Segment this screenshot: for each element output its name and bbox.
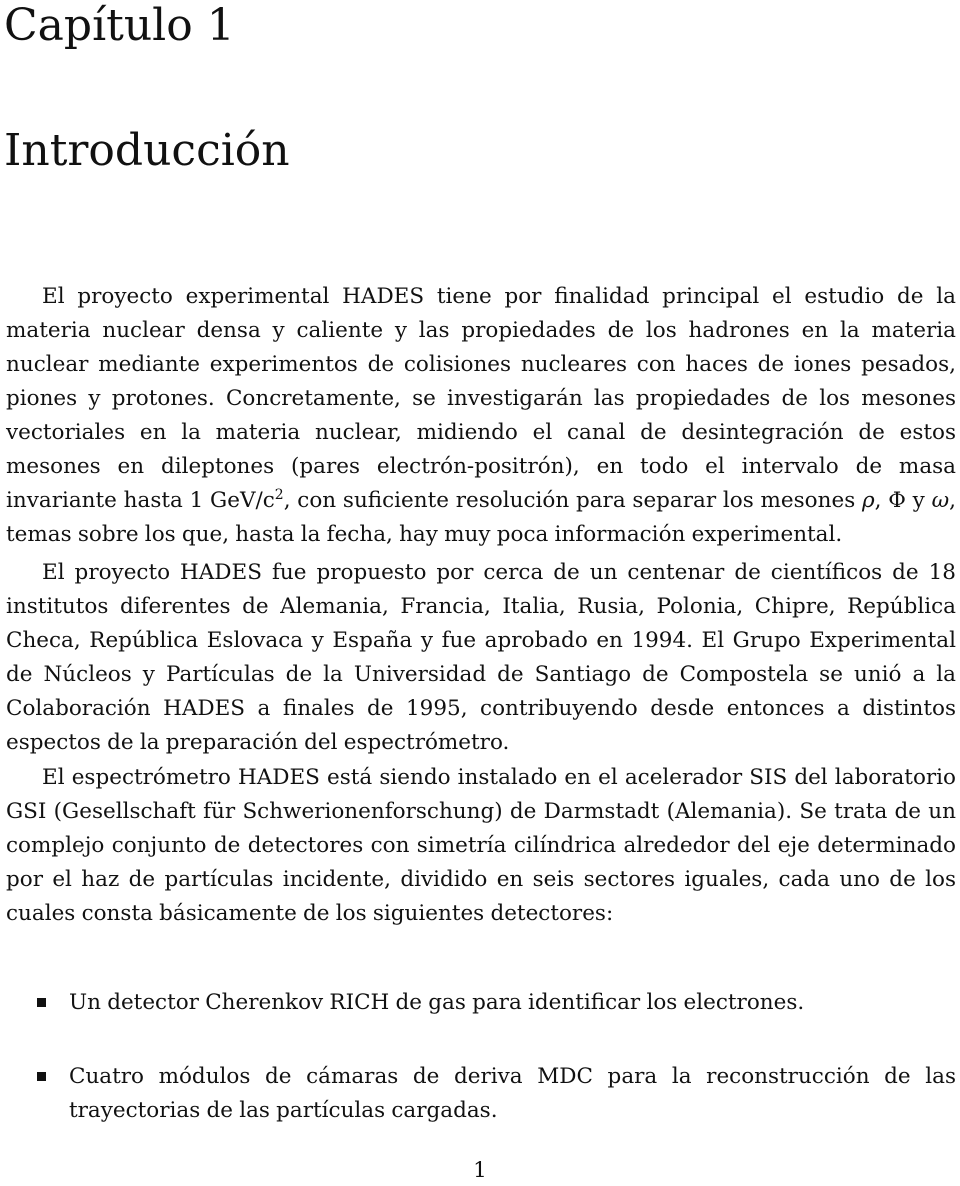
rho-symbol: ρ (862, 488, 875, 513)
paragraph-1-text-b: , con suficiente resolución para separar los mesones (283, 488, 863, 513)
chapter-label: Capítulo 1 (4, 0, 235, 51)
list-item-text: Cuatro módulos de cámaras de deriva MDC para la reconstrucción de las trayectorias de las partículas cargadas. (69, 1064, 956, 1123)
square-bullet-icon (37, 1072, 46, 1081)
paragraph-1-superscript: 2 (274, 486, 284, 503)
list-item (6, 986, 956, 1020)
omega-symbol: ω (931, 488, 950, 513)
list-item-text: Un detector Cherenkov RICH de gas para identificar los electrones. (69, 990, 805, 1015)
paragraph-1 (6, 280, 956, 552)
paragraph-1-text-d: , temas sobre los que, hasta la fecha, hay muy poca información experimental. (6, 488, 956, 547)
paragraph-3: El espectrómetro HADES está siendo instalado en el acelerador SIS del laboratorio GSI (Gesellschaft für Schwerionenforschung) de Darmstadt (Alemania). Se trata de un complejo conjunto de detectores con simetría cilíndrica alrededor del eje determinado por el haz de partículas incidente, dividido en seis sectores iguales, cada uno de los cuales consta básicamente de los siguientes detectores: (6, 765, 956, 926)
square-bullet-icon (37, 998, 46, 1007)
paragraph-2: El proyecto HADES fue propuesto por cerca de un centenar de científicos de 18 institutos diferentes de Alemania, Francia, Italia, Rusia, Polonia, Chipre, República Checa, República Eslovaca y España y fue aprobado en 1994. El Grupo Experimental de Núcleos y Partículas de la Universidad de Santiago de Compostela se unió a la Colaboración HADES a finales de 1995, contribuyendo desde entonces a distintos espectos de la preparación del espectrómetro. (6, 560, 956, 755)
list-item (6, 1060, 956, 1128)
paragraph-1-text-a: El proyecto experimental HADES tiene por finalidad principal el estudio de la materia nuclear densa y caliente y las propiedades de los hadrones en la materia nuclear mediante experimentos de colisiones nucleares con haces de iones pesados, piones y protones. Concretamente, se investigarán las propiedades de los mesones vectoriales en la materia nuclear, midiendo el canal de desintegración de estos mesones en dileptones (pares electrón-positrón), en todo el intervalo de masa invariante hasta 1 GeV/c (6, 284, 956, 513)
paragraph-1-text-c: , Φ y (874, 488, 932, 513)
chapter-title: Introducción (4, 125, 290, 176)
detector-list (6, 986, 956, 1128)
page-number: 1 (473, 1158, 487, 1183)
